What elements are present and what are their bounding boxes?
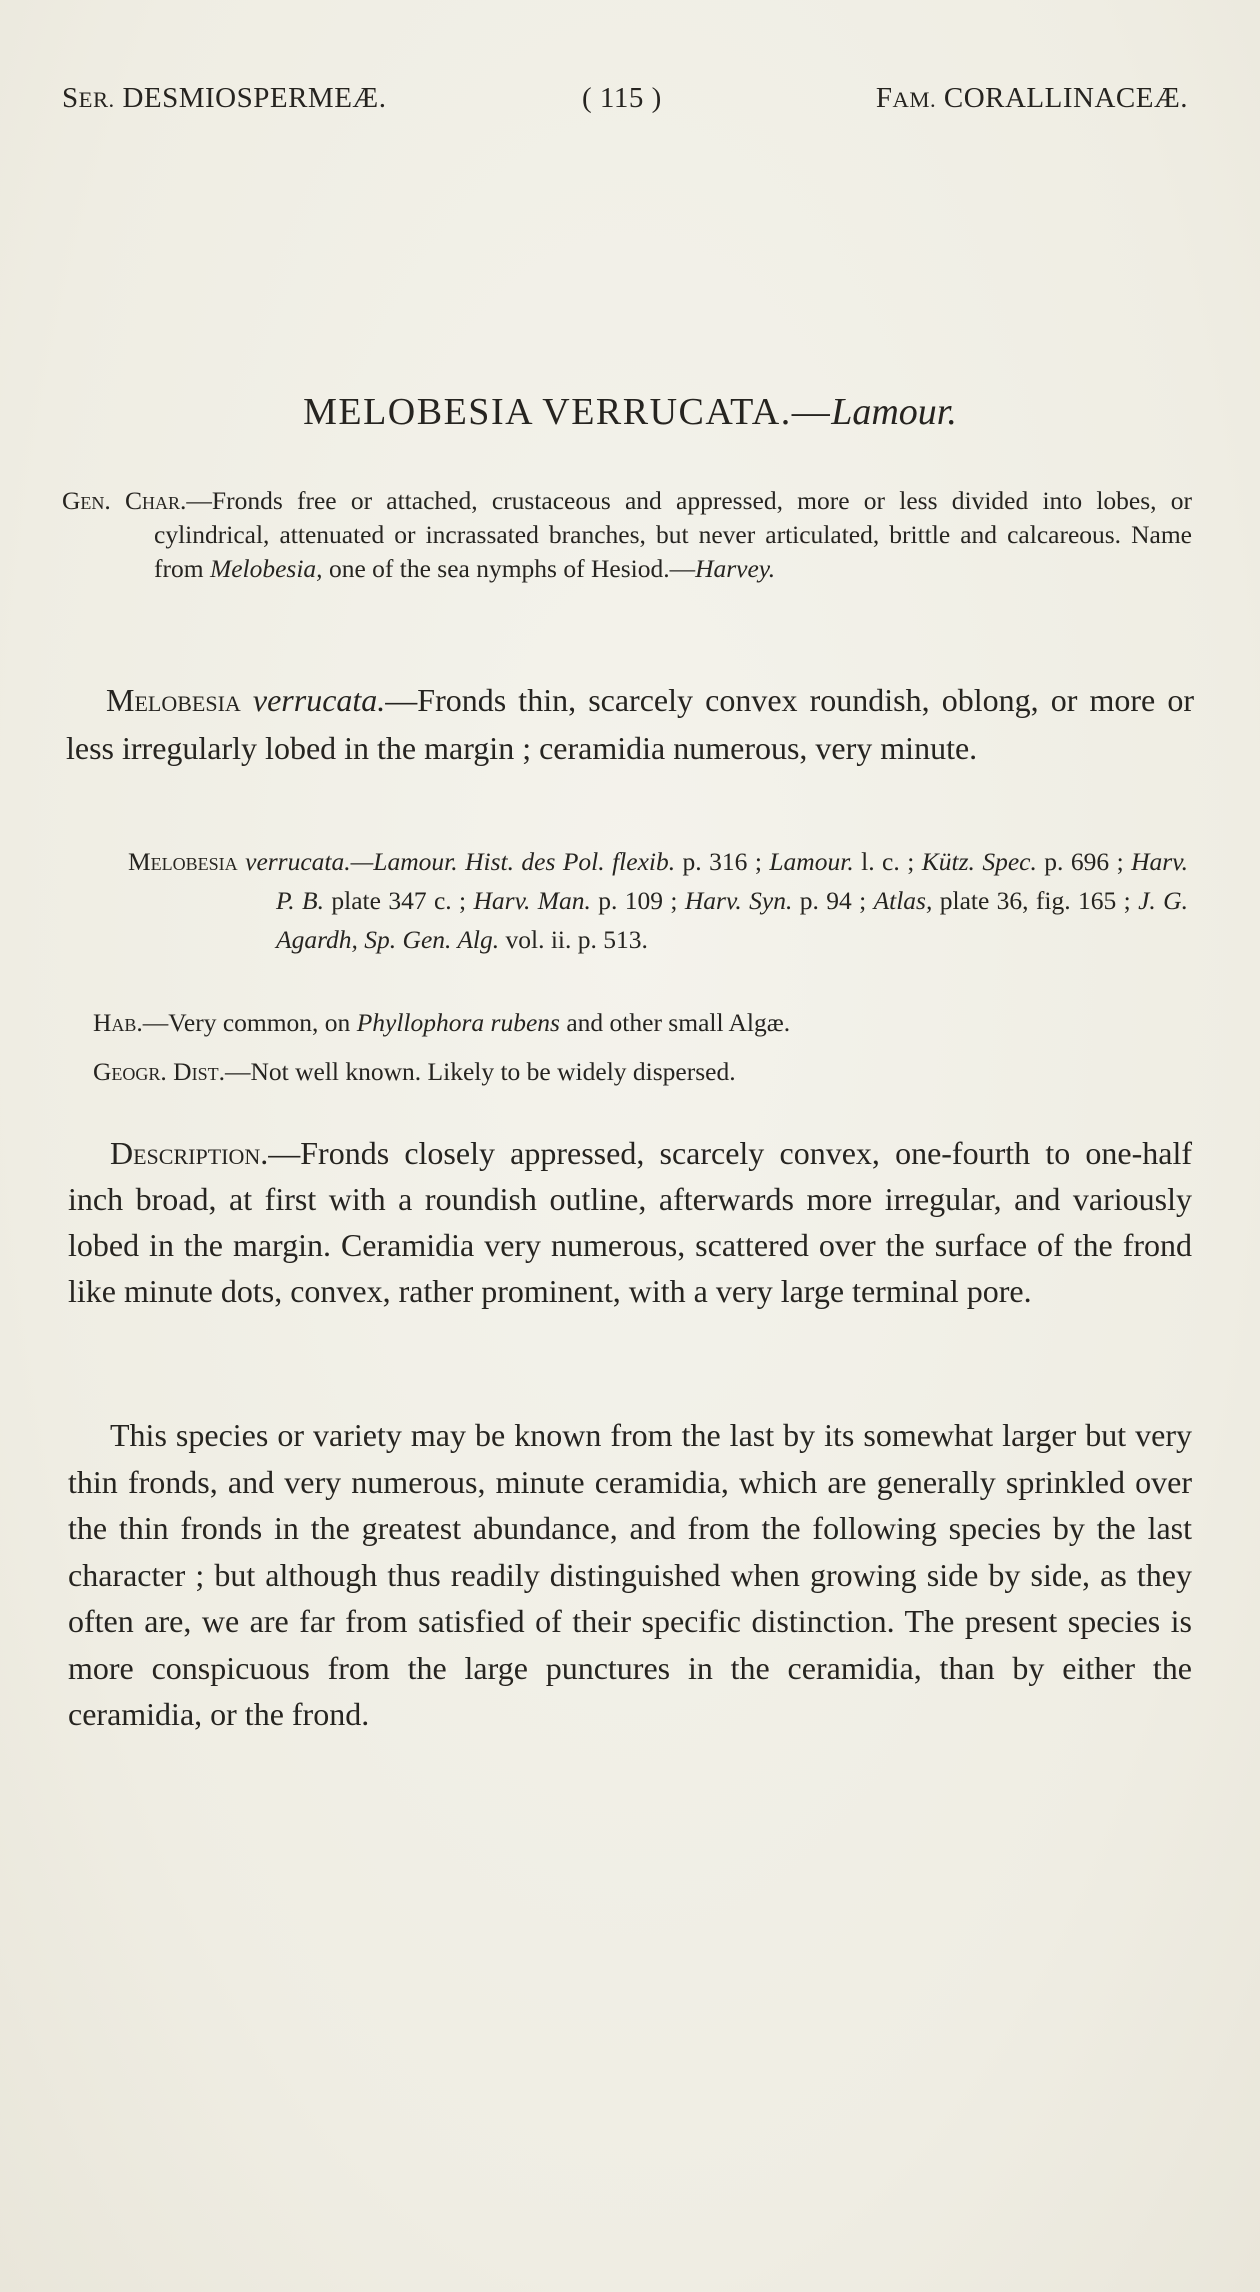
running-head [62,82,1188,122]
geographic-distribution: Geogr. Dist.—Not well known. Likely to be widely dispersed. [93,1057,736,1086]
page-number: ( 115 ) [582,82,662,114]
species-authority: Lamour. [831,391,957,433]
remarks: This species or variety may be known from the last by its somewhat larger but very thin fronds, and very numerous, minute ceramidia, which are generally sprinkled over the thin fronds in the greatest abundance, and from the following species by the last character ; but although thus readily distinguished when growing side by side, as they often are, we are far from satisfied of their specific distinction. The present species is more conspicuous from the large punctures in the ceramidia, than by either the ceramidia, or the frond. [68,1417,1192,1732]
species-title [0,390,1260,434]
description: Description.—Fronds closely appressed, scarcely convex, one-fourth to one-half inch broad, at first with a roundish outline, afterwards more irregular, and variously lobed in the margin. Ceramidia very numerous, scattered over the surface of the frond like minute dots, convex, rather prominent, with a very large terminal pore. [68,1135,1192,1309]
header-series: SER. DESMIOSPERMEÆ. [62,82,387,114]
header-family: FAM. CORALLINACEÆ. [875,82,1188,114]
gen-char-label: Gen. Char. [62,486,187,515]
habitat: Hab.—Very common, on Phyllophora rubens and other small Algæ. [93,1008,791,1037]
generic-character: Gen. Char.—Fronds free or attached, crustaceous and appressed, more or less divided into lobes, or cylindrical, attenuated or incrassated branches, but never articulated, brittle and calcareous. Name from Melobesia, one of the sea nymphs of Hesiod.—Harvey. [62,486,1193,583]
species-name: MELOBESIA VERRUCATA.— [303,391,832,433]
species-diagnosis: Melobesia verrucata.—Fronds thin, scarcely convex roundish, oblong, or more or less irregularly lobed in the margin ; ceramidia numerous, very minute. [66,682,1195,766]
synonymy: Melobesia verrucata.—Lamour. Hist. des Pol. flexib. p. 316 ; Lamour. l. c. ; Kütz. Spec. p. 696 ; Harv. P. B. plate 347 c. ; Harv. Man. p. 109 ; Harv. Syn. p. 94 ; Atlas, plate 36, fig. 165 ; J. G. Agardh, Sp. Gen. Alg. vol. ii. p. 513. [128,847,1189,954]
